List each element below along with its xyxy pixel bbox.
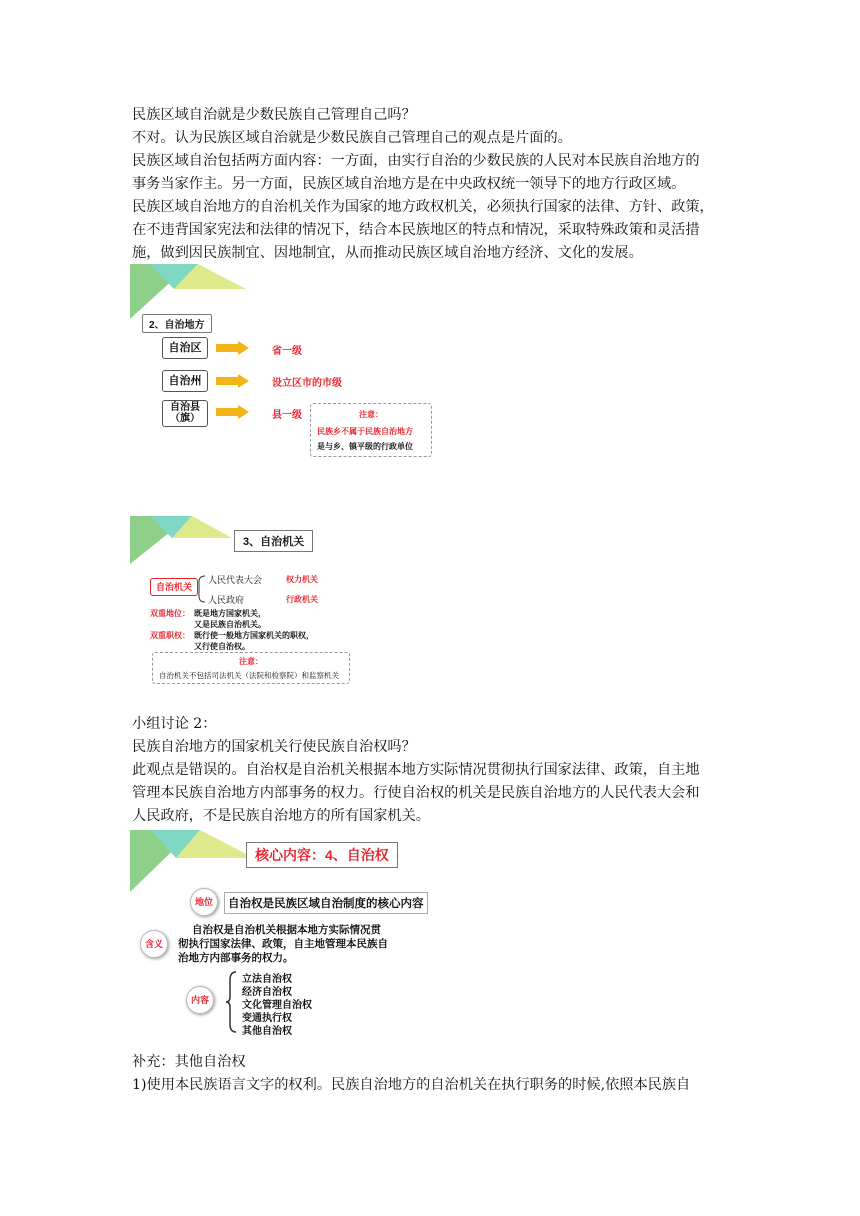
box-autonomous-county: 自治县 （旗） [162,400,208,427]
text-line: 民族区域自治地方的自治机关作为国家的地方政权机关，必须执行国家的法律、方针、政策， [132,199,714,215]
organ-tag: 权力机关 [286,575,318,584]
content-item: 变通执行权 [242,1013,292,1024]
text-line: 民族自治地方的国家机关行使民族自治权吗？ [132,739,416,755]
content-item: 文化管理自治权 [242,1000,312,1011]
note-title: 注意： [239,657,263,666]
slide-title-text: 核心内容：4、自治权 [255,847,389,863]
content-item: 经济自治权 [242,987,292,998]
content-item: 其他自治权 [242,1026,292,1037]
corner-decoration-icon [130,830,260,896]
slide-title [246,842,398,868]
intro-paragraph [132,104,732,265]
note-box [152,652,350,684]
meaning-line: 治地方内部事务的权力。 [178,952,294,964]
box-autonomous-region: 自治区 [162,337,208,359]
text-line: 事务当家作主。另一方面，民族区域自治地方是在中央政权统一领导下的地方行政区域。 [132,176,686,192]
badge-content: 内容 [186,986,214,1014]
note-line: 是与乡、镇平级的行政单位 [317,442,413,451]
duty-text: 又行使自治权。 [194,642,250,651]
badge-status: 地位 [190,888,218,916]
bracket-icon [226,970,238,1034]
discussion-paragraph [132,713,732,828]
note-title: 注意： [359,410,383,419]
level-label: 省一级 [272,346,302,357]
slide-title: 2、自治地方 [142,314,212,333]
slide-autonomous-organs [130,516,465,691]
meaning-line: 彻执行国家法律、政策，自主地管理本民族自 [178,938,388,950]
organ-item: 人民代表大会 [208,575,263,585]
supplement-paragraph [132,1051,732,1097]
status-text: 又是民族自治机关。 [194,620,266,629]
note-box [310,403,432,457]
status-text: 既是地方国家机关， [194,609,266,618]
meaning-line: 自治权是自治机关根据本地方实际情况贯 [192,924,381,936]
level-label: 设立区市的市级 [272,378,342,389]
bracket-icon [196,574,206,604]
arrow-right-icon [216,405,250,419]
text-line: 此观点是错误的。自治权是自治机关根据本地方实际情况贯彻执行国家法律、政策，自主地 [132,762,700,778]
slide-autonomy-rights [130,830,430,1044]
text-line: 人民政府，不是民族自治地方的所有国家机关。 [132,808,430,824]
text-line: 不对。认为民族区域自治就是少数民族自己管理自己的观点是片面的。 [132,130,572,146]
duty-text: 既行使一般地方国家机关的职权， [194,631,314,640]
box-autonomous-organ: 自治机关 [150,578,198,596]
corner-decoration-icon [130,516,250,566]
arrow-right-icon [216,374,250,388]
status-text: 自治权是民族区域自治制度的核心内容 [224,892,428,914]
content-item: 立法自治权 [242,974,292,985]
box-autonomous-prefecture: 自治州 [162,370,208,392]
slide-autonomous-areas [130,264,530,486]
text-line: 民族区域自治就是少数民族自己管理自己吗？ [132,107,416,123]
status-label: 双重地位： [150,609,190,618]
organ-item: 人民政府 [208,595,245,605]
arrow-right-icon [216,341,250,355]
text-line: 小组讨论 2： [132,716,217,732]
level-label: 县一级 [272,410,302,421]
text-line: 施，做到因民族制宜、因地制宜，从而推动民族区域自治地方经济、文化的发展。 [132,245,643,261]
badge-meaning: 含义 [140,930,168,958]
note-line: 民族乡不属于民族自治地方 [317,427,413,436]
text-line: 管理本民族自治地方内部事务的权力。行使自治权的机关是民族自治地方的人民代表大会和 [132,785,700,801]
text-line: 补充：其他自治权 [132,1054,246,1070]
duty-label: 双重职权： [150,631,190,640]
organ-tag: 行政机关 [286,595,318,604]
text-line: 在不违背国家宪法和法律的情况下，结合本民族地区的特点和情况，采取特殊政策和灵活措 [132,222,700,238]
slide-title: 3、自治机关 [234,530,313,552]
text-line: 1)使用本民族语言文字的权利。民族自治地方的自治机关在执行职务的时候,依照本民族自 [132,1077,691,1093]
note-line: 自治机关不包括司法机关（法院和检察院）和监察机关 [159,671,339,680]
text-line: 民族区域自治包括两方面内容：一方面，由实行自治的少数民族的人民对本民族自治地方的 [132,153,700,169]
